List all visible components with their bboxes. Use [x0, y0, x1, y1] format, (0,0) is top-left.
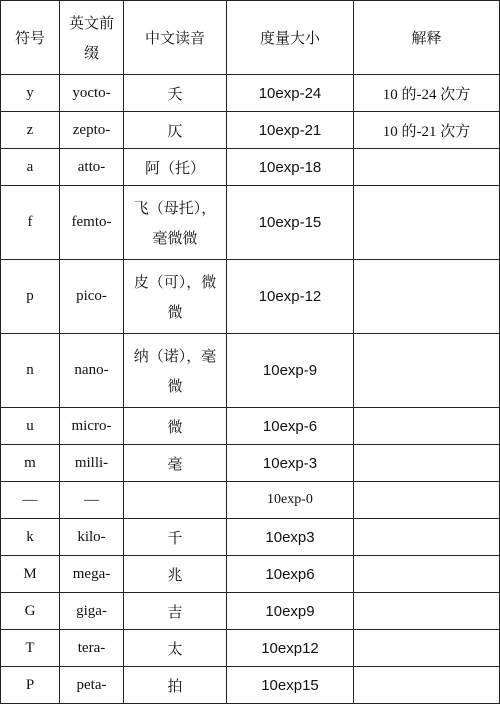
table-row	[1, 112, 500, 149]
reading-line: 阿（托）	[144, 158, 205, 177]
table-row	[1, 667, 500, 704]
cell-prefix: tera-	[60, 630, 124, 667]
table-row	[1, 556, 500, 593]
cell-explanation: 10 的-21 次方	[354, 112, 500, 149]
cell-symbol: y	[1, 75, 60, 112]
reading-line: 兆	[167, 565, 183, 584]
cell-magnitude: 10exp-3	[227, 445, 354, 482]
cell-explanation	[354, 593, 500, 630]
reading-line: 微	[167, 417, 183, 436]
cell-prefix: yocto-	[60, 75, 124, 112]
cell-prefix: zepto-	[60, 112, 124, 149]
cell-explanation	[354, 667, 500, 704]
table-row	[1, 408, 500, 445]
cell-symbol: f	[1, 186, 60, 260]
cell-symbol: p	[1, 260, 60, 334]
cell-magnitude: 10exp-12	[227, 260, 354, 334]
cell-explanation	[354, 519, 500, 556]
cell-reading	[124, 112, 227, 149]
cell-reading	[124, 593, 227, 630]
table-header-row	[1, 1, 500, 75]
cell-prefix: pico-	[60, 260, 124, 334]
cell-explanation	[354, 630, 500, 667]
table-row	[1, 445, 500, 482]
cell-symbol: n	[1, 334, 60, 408]
reading-line: 微	[167, 302, 183, 321]
cell-symbol: k	[1, 519, 60, 556]
cell-magnitude: 10exp-15	[227, 186, 354, 260]
header-prefix	[60, 1, 124, 75]
cell-magnitude: 10exp6	[227, 556, 354, 593]
header-magnitude: 度量大小	[227, 1, 354, 75]
cell-magnitude: 10exp15	[227, 667, 354, 704]
reading-line: 千	[167, 528, 183, 547]
reading-line: 毫微微	[152, 228, 198, 247]
cell-prefix: atto-	[60, 149, 124, 186]
cell-explanation	[354, 149, 500, 186]
cell-symbol: m	[1, 445, 60, 482]
header-prefix-line2: 缀	[83, 43, 99, 62]
cell-prefix: mega-	[60, 556, 124, 593]
cell-reading	[124, 260, 227, 334]
cell-prefix: giga-	[60, 593, 124, 630]
cell-prefix: peta-	[60, 667, 124, 704]
cell-explanation	[354, 334, 500, 408]
cell-explanation	[354, 408, 500, 445]
reading-line: 仄	[167, 121, 183, 140]
cell-explanation	[354, 482, 500, 519]
cell-magnitude: 10exp-6	[227, 408, 354, 445]
cell-symbol: M	[1, 556, 60, 593]
reading-line: 夭	[167, 84, 183, 103]
reading-line: 吉	[167, 602, 183, 621]
cell-reading	[124, 186, 227, 260]
cell-reading	[124, 556, 227, 593]
cell-reading	[124, 149, 227, 186]
table-row	[1, 260, 500, 334]
cell-reading	[124, 519, 227, 556]
cell-prefix: kilo-	[60, 519, 124, 556]
table-row	[1, 186, 500, 260]
cell-explanation	[354, 556, 500, 593]
cell-prefix: nano-	[60, 334, 124, 408]
header-prefix-line1: 英文前	[68, 13, 114, 32]
cell-reading	[124, 667, 227, 704]
reading-line: 皮（可），微	[133, 272, 217, 291]
cell-prefix: femto-	[60, 186, 124, 260]
reading-line: 纳（诺），毫	[133, 346, 217, 365]
cell-reading	[124, 630, 227, 667]
cell-magnitude: 10exp-18	[227, 149, 354, 186]
header-reading: 中文读音	[124, 1, 227, 75]
cell-explanation	[354, 260, 500, 334]
cell-symbol: a	[1, 149, 60, 186]
cell-explanation: 10 的-24 次方	[354, 75, 500, 112]
table-body	[1, 75, 500, 704]
header-explanation: 解释	[354, 1, 500, 75]
reading-line: 拍	[167, 676, 183, 695]
cell-symbol: T	[1, 630, 60, 667]
cell-explanation	[354, 186, 500, 260]
reading-line: 微	[167, 376, 183, 395]
cell-reading	[124, 408, 227, 445]
cell-symbol: u	[1, 408, 60, 445]
reading-line: 飞（母托），	[133, 198, 217, 217]
cell-magnitude: 10exp-0	[227, 482, 354, 519]
cell-reading	[124, 445, 227, 482]
cell-symbol: G	[1, 593, 60, 630]
cell-prefix: micro-	[60, 408, 124, 445]
table-row	[1, 334, 500, 408]
cell-symbol: P	[1, 667, 60, 704]
cell-magnitude: 10exp12	[227, 630, 354, 667]
cell-prefix: milli-	[60, 445, 124, 482]
table-row	[1, 482, 500, 519]
cell-explanation	[354, 445, 500, 482]
cell-reading	[124, 334, 227, 408]
cell-magnitude: 10exp-9	[227, 334, 354, 408]
header-symbol: 符号	[1, 1, 60, 75]
table-row	[1, 519, 500, 556]
cell-prefix: —	[60, 482, 124, 519]
reading-line: 太	[167, 639, 183, 658]
cell-symbol: z	[1, 112, 60, 149]
cell-magnitude: 10exp3	[227, 519, 354, 556]
cell-symbol: —	[1, 482, 60, 519]
table-row	[1, 75, 500, 112]
reading-line: 毫	[167, 454, 183, 473]
cell-reading	[124, 75, 227, 112]
table-row	[1, 593, 500, 630]
cell-reading	[124, 482, 227, 519]
cell-magnitude: 10exp-24	[227, 75, 354, 112]
table-row	[1, 149, 500, 186]
table-row	[1, 630, 500, 667]
cell-magnitude: 10exp-21	[227, 112, 354, 149]
cell-magnitude: 10exp9	[227, 593, 354, 630]
